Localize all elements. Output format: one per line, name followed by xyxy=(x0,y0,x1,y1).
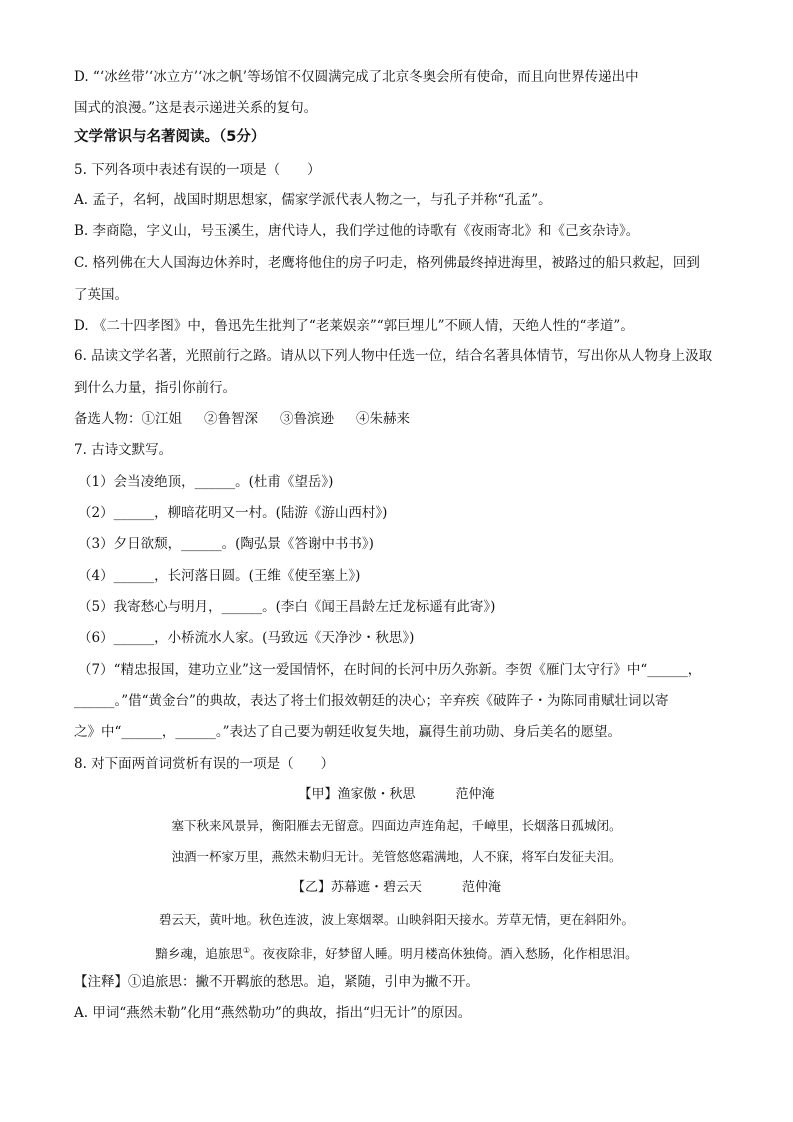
q7-item-6: （6）______，小桥流水人家。(马致远《天净沙・秋思》) xyxy=(78,630,415,646)
q6-candidate: ③鲁滨逊 xyxy=(280,411,334,427)
q4-option-d-line1: D. “‘冰丝带’‘冰立方’‘冰之帆’等场馆不仅圆满完成了北京冬奥会所有使命，而且向世界传递出中 xyxy=(74,69,639,85)
q8-option-a: A. 甲词“燕然未勒”化用“燕然勒功”的典故，指出“归无计”的原因。 xyxy=(74,1005,472,1021)
q5-option-d: D. 《二十四孝图》中，鲁迅先生批判了“老莱娱亲”“郭巨埋儿”不顾人情，天绝人性的“孝道”。 xyxy=(74,318,634,334)
poem-b-line2 xyxy=(0,941,793,964)
poem-b-line1: 碧云天，黄叶地。秋色连波，波上寒烟翠。山映斜阳天接水。芳草无情，更在斜阳外。 xyxy=(158,912,634,927)
section-heading: 文学常识与名著阅读。（5分） xyxy=(74,129,266,145)
poem-a-line2: 浊酒一杯家万里，燕然未勒归无计。羌管悠悠霜满地，人不寐，将军白发征夫泪。 xyxy=(171,849,622,864)
q5-option-c-line2: 了英国。 xyxy=(74,287,128,303)
poem-a-author: 范仲淹 xyxy=(455,787,495,802)
q6-line2: 到什么力量，指引你前行。 xyxy=(74,380,236,396)
poem-b-line2-after: 。夜夜除非，好梦留人睡。明月楼高休独倚。酒入愁肠，化作相思泪。 xyxy=(250,946,638,962)
q6-candidate: ①江姐 xyxy=(141,411,182,427)
poem-b-title-row xyxy=(0,878,793,898)
q5-option-c-line1: C. 格列佛在大人国海边休养时，老鹰将他住的房子叼走，格列佛最终掉进海里，被路过的船只救起，回到 xyxy=(74,255,700,271)
q7-item-4: （4）______，长河落日圆。(王维《使至塞上》) xyxy=(78,568,361,584)
q6-candidate: ②鲁智深 xyxy=(204,411,258,427)
q7-item-2: （2）______，柳暗花明又一村。(陆游《游山西村》) xyxy=(78,505,388,521)
q7-item-5: （5）我寄愁心与明月，______。(李白《闻王昌龄左迁龙标遥有此寄》) xyxy=(78,599,496,615)
q7-item-7-line1: （7）“精忠报国，建功立业”这一爱国情怀，在时间的长河中历久弥新。李贺《雁门太守行》中“______， xyxy=(78,662,702,678)
q6-candidates-label: 备选人物： xyxy=(74,411,142,427)
q7-item-1: （1）会当凌绝顶，______。(杜甫《望岳》) xyxy=(78,474,334,490)
q6-line1: 6. 品读文学名著，光照前行之路。请从以下列人物中任选一位，结合名著具体情节，写出你从人物身上汲取 xyxy=(74,348,713,364)
q6-candidates xyxy=(74,409,410,429)
q8-note: 【注释】①追旅思：撇不开羁旅的愁思。追，紧随，引申为撇不开。 xyxy=(74,974,479,990)
q7-item-7-line2: ______。”借“黄金台”的典故，表达了将士们报效朝廷的决心；辛弃疾《破阵子・为陈同甫赋壮词以寄 xyxy=(74,693,669,709)
q5-option-b: B. 李商隐，字义山，号玉溪生，唐代诗人，我们学过他的诗歌有《夜雨寄北》和《己亥杂诗》。 xyxy=(74,223,640,239)
poem-a-line1: 塞下秋来风景异，衡阳雁去无留意。四面边声连角起，千嶂里，长烟落日孤城闭。 xyxy=(171,818,622,833)
poem-b-title: 【乙】苏幕遮・碧云天 xyxy=(291,880,422,895)
poem-a-title: 【甲】渔家傲・秋思 xyxy=(298,787,416,802)
q5-option-a: A. 孟子，名轲，战国时期思想家，儒家学派代表人物之一，与孔子并称“孔孟”。 xyxy=(74,192,552,208)
q5-stem: 5. 下列各项中表述有误的一项是（ ） xyxy=(74,162,321,178)
q8-stem: 8. 对下面两首词赏析有误的一项是（ ） xyxy=(74,756,335,772)
poem-a-title-row xyxy=(0,785,793,805)
footnote-marker: ① xyxy=(242,946,251,955)
poem-b-line2-before: 黯乡魂，追旅思 xyxy=(155,946,243,962)
q7-item-3: （3）夕日欲颓，______。(陶弘景《答谢中书书》) xyxy=(78,536,374,552)
q6-candidate: ④朱赫来 xyxy=(356,411,410,427)
q7-item-7-line3: 之》中“______，______。”表达了自己要为朝廷收复失地，赢得生前功勋、身后美名的愿望。 xyxy=(74,724,622,740)
poem-b-author: 范仲淹 xyxy=(462,880,502,895)
q7-stem: 7. 古诗文默写。 xyxy=(74,442,173,458)
q4-option-d-line2: 国式的浪漫。”这是表示递进关系的复句。 xyxy=(74,100,318,116)
